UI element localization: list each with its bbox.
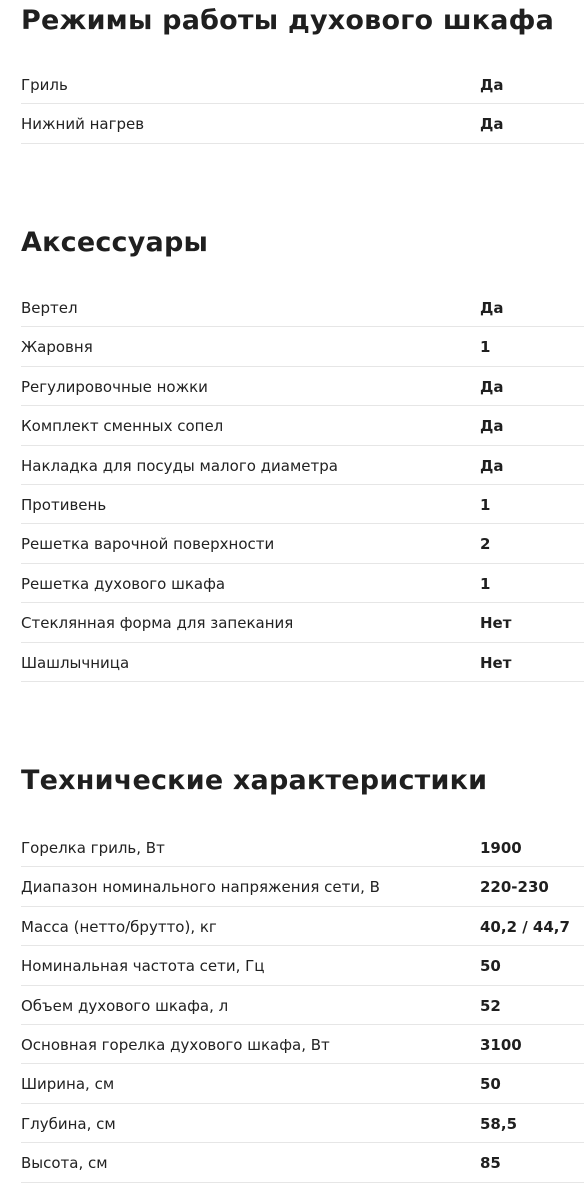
spec-row: [21, 367, 584, 406]
spec-row: [21, 446, 584, 485]
spec-label: Комплект сменных сопел: [21, 417, 224, 436]
spec-label: Диапазон номинального напряжения сети, В: [21, 878, 380, 897]
spec-row: [21, 104, 584, 143]
spec-value: 85: [480, 1154, 501, 1173]
spec-row: [21, 1025, 584, 1064]
spec-row: [21, 907, 584, 946]
spec-value: 50: [480, 957, 501, 976]
spec-row: [21, 564, 584, 603]
section-title: Режимы работы духового шкафа: [21, 5, 555, 36]
spec-value: 40,2 / 44,7: [480, 917, 570, 936]
spec-value: Да: [480, 76, 504, 94]
spec-label: Шашлычница: [21, 653, 130, 672]
spec-label: Накладка для посуды малого диаметра: [21, 456, 338, 475]
spec-value: 50: [480, 1075, 501, 1094]
spec-value: 52: [480, 996, 501, 1015]
spec-value: 1: [480, 495, 491, 514]
spec-row: [21, 485, 584, 524]
spec-label: Ширина, см: [21, 1075, 115, 1094]
spec-label: Объем духового шкафа, л: [21, 996, 229, 1015]
spec-label: Противень: [21, 495, 107, 514]
spec-label: Высота, см: [21, 1154, 108, 1173]
spec-row: [21, 524, 584, 563]
section-accessories: [21, 226, 584, 682]
spec-label: Масса (нетто/брутто), кг: [21, 917, 217, 936]
spec-label: Вертел: [21, 299, 78, 317]
spec-value: 2: [480, 535, 491, 554]
spec-label: Стеклянная форма для запекания: [21, 614, 294, 633]
spec-value: 220-230: [480, 878, 549, 897]
spec-row: [21, 603, 584, 642]
section-oven-modes: [21, 4, 584, 144]
spec-row: [21, 643, 584, 682]
section-title: Технические характеристики: [21, 765, 488, 796]
spec-row: [21, 406, 584, 445]
spec-value: 58,5: [480, 1114, 518, 1133]
spec-value: Да: [480, 417, 504, 436]
spec-label: Гриль: [21, 76, 68, 94]
spec-label: Регулировочные ножки: [21, 377, 208, 396]
section-technical-specs: [21, 764, 584, 1183]
spec-value: 1900: [480, 839, 522, 857]
spec-list: [21, 828, 584, 1183]
spec-value: Да: [480, 456, 504, 475]
spec-row: [21, 867, 584, 906]
spec-label: Решетка варочной поверхности: [21, 535, 275, 554]
spec-label: Жаровня: [21, 338, 93, 357]
spec-label: Решетка духового шкафа: [21, 574, 226, 593]
spec-value: Да: [480, 377, 504, 396]
section-title: Аксессуары: [21, 227, 209, 258]
spec-row: [21, 327, 584, 366]
spec-row: [21, 828, 584, 867]
spec-row: [21, 1143, 584, 1182]
spec-value: Да: [480, 115, 504, 134]
spec-row: [21, 1064, 584, 1103]
spec-value: 1: [480, 574, 491, 593]
spec-row: [21, 65, 584, 104]
spec-value: 1: [480, 338, 491, 357]
spec-label: Номинальная частота сети, Гц: [21, 957, 265, 976]
spec-value: Нет: [480, 614, 512, 633]
spec-row: [21, 946, 584, 985]
spec-label: Горелка гриль, Вт: [21, 839, 165, 857]
spec-label: Основная горелка духового шкафа, Вт: [21, 1035, 330, 1054]
spec-list: [21, 65, 584, 144]
spec-row: [21, 986, 584, 1025]
spec-list: [21, 288, 584, 682]
spec-value: Да: [480, 299, 504, 317]
spec-value: Нет: [480, 653, 512, 672]
spec-row: [21, 1104, 584, 1143]
spec-label: Нижний нагрев: [21, 115, 145, 134]
spec-row: [21, 288, 584, 327]
spec-label: Глубина, см: [21, 1114, 116, 1133]
spec-value: 3100: [480, 1035, 522, 1054]
